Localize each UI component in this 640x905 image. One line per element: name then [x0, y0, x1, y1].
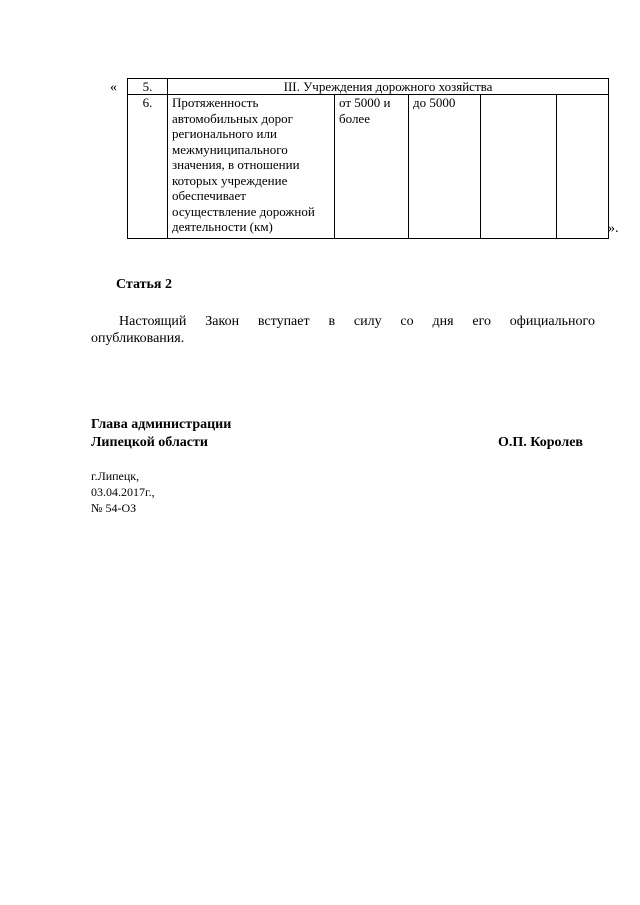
table-section-row	[128, 79, 609, 95]
article-word: вступает	[257, 314, 310, 329]
meta-place: г.Липецк,	[91, 469, 140, 483]
law-table	[127, 78, 609, 239]
article-text-line1	[91, 313, 595, 330]
article-text	[91, 313, 595, 347]
article-word: в	[328, 314, 336, 329]
article-word: официального	[509, 314, 595, 329]
signer-name: О.П. Королев	[498, 435, 583, 450]
signature-block	[91, 416, 583, 452]
signer-position-line2: Липецкой области	[91, 435, 208, 450]
empty-cell-5	[481, 95, 557, 239]
section-number-cell: 5.	[128, 79, 168, 95]
article-word: Настоящий	[119, 314, 187, 329]
article-word: его	[472, 314, 491, 329]
document-meta	[91, 468, 155, 516]
description-cell: Протяженность автомобильных дорог регионального или межмуниципального значения, в отношении которых учреждение обеспечивает осуществление дорожной деятельности (км)	[168, 95, 335, 239]
table-row	[128, 95, 609, 239]
from-value-cell: от 5000 и более	[335, 95, 409, 239]
signature-row	[91, 434, 583, 452]
empty-cell-6	[557, 95, 609, 239]
article-word: со	[400, 314, 414, 329]
article-word: дня	[432, 314, 454, 329]
article-heading: Статья 2	[116, 277, 172, 292]
article-text-line2: опубликования.	[91, 331, 185, 346]
to-value-cell: до 5000	[409, 95, 481, 239]
open-quote: «	[110, 80, 117, 95]
article-word: Закон	[205, 314, 240, 329]
row-number-cell: 6.	[128, 95, 168, 239]
article-word: силу	[353, 314, 382, 329]
signer-position-line1: Глава администрации	[91, 417, 232, 432]
meta-date: 03.04.2017г.,	[91, 485, 155, 499]
meta-number: № 54-ОЗ	[91, 501, 137, 515]
section-title-cell: III. Учреждения дорожного хозяйства	[168, 79, 609, 95]
close-quote: ».	[608, 221, 619, 236]
